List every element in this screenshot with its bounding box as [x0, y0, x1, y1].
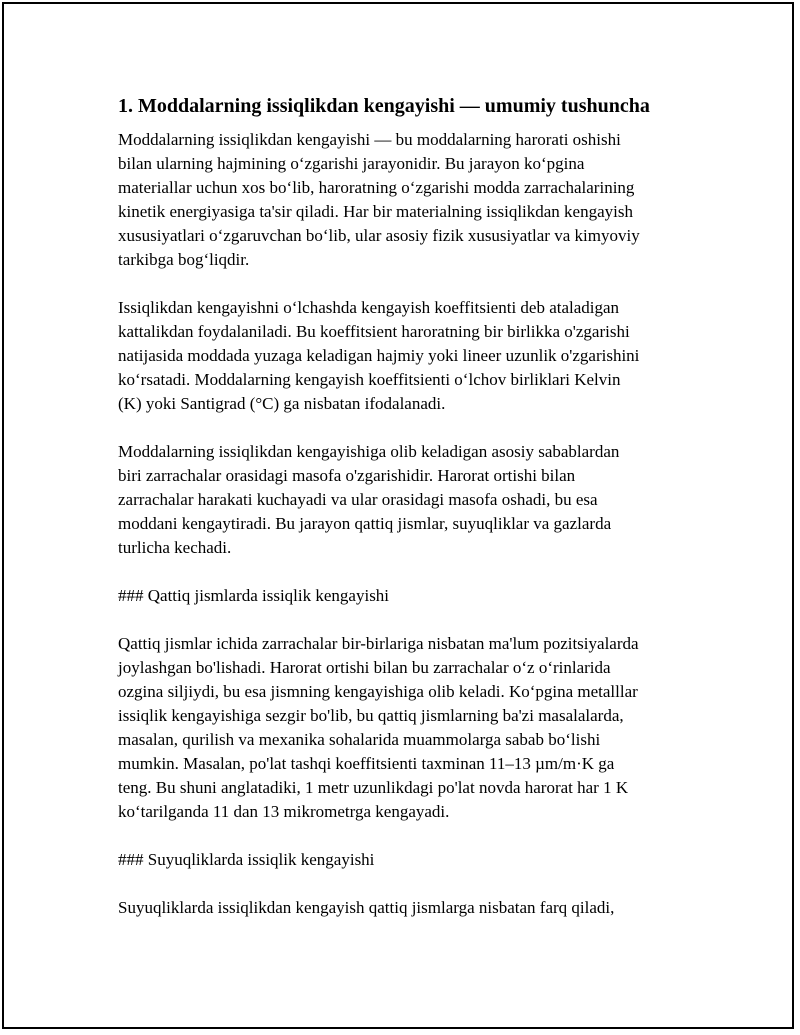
paragraph-line: biri zarrachalar orasidagi masofa o'zgarishidir. Harorat ortishi bilan — [118, 466, 576, 485]
paragraph-line: koʻtarilganda 11 dan 13 mikrometrga kengayadi. — [118, 802, 450, 821]
document-title: 1. Moddalarning issiqlikdan kengayishi — umumiy tushuncha — [118, 95, 650, 117]
paragraph-line: bilan ularning hajmining oʻzgarishi jarayonidir. Bu jarayon koʻpgina — [118, 154, 585, 173]
paragraph — [118, 632, 698, 824]
paragraph — [118, 440, 698, 560]
paragraph-line: mumkin. Masalan, po'lat tashqi koeffitsienti taxminan 11–13 µm/m·K ga — [118, 754, 615, 773]
paragraph-line: koʻrsatadi. Moddalarning kengayish koeffitsienti oʻlchov birliklari Kelvin — [118, 370, 621, 389]
paragraph-line: kattalikdan foydalaniladi. Bu koeffitsient haroratning bir birlikka o'zgarishi — [118, 322, 630, 341]
paragraph-line: tarkibga bogʻliqdir. — [118, 250, 250, 269]
paragraph-line: Moddalarning issiqlikdan kengayishiga olib keladigan asosiy sabablardan — [118, 442, 620, 461]
paragraph-line: joylashgan bo'lishadi. Harorat ortishi bilan bu zarrachalar oʻz oʻrinlarida — [118, 658, 611, 677]
paragraph — [118, 296, 698, 416]
section-subheading: ### Suyuqliklarda issiqlik kengayishi — [118, 850, 375, 869]
paragraph-line: ozgina siljiydi, bu esa jismning kengayishiga olib keladi. Koʻpgina metalllar — [118, 682, 638, 701]
paragraph-line: turlicha kechadi. — [118, 538, 232, 557]
paragraph-line: Suyuqliklarda issiqlikdan kengayish qattiq jismlarga nisbatan farq qiladi, — [118, 898, 615, 917]
paragraph-line: materiallar uchun xos boʻlib, haroratning oʻzgarishi modda zarrachalarining — [118, 178, 635, 197]
document-body — [118, 92, 698, 944]
paragraph-line: teng. Bu shuni anglatadiki, 1 metr uzunlikdagi po'lat novda harorat har 1 K — [118, 778, 629, 797]
paragraph — [118, 896, 698, 920]
paragraph-line: kinetik energiyasiga ta'sir qiladi. Har bir materialning issiqlikdan kengayish — [118, 202, 633, 221]
paragraph-line: xususiyatlari oʻzgaruvchan boʻlib, ular asosiy fizik xususiyatlar va kimyoviy — [118, 226, 640, 245]
paragraph-line: masalan, qurilish va mexanika sohalarida muammolarga sabab boʻlishi — [118, 730, 601, 749]
paragraph-line: (K) yoki Santigrad (°C) ga nisbatan ifodalanadi. — [118, 394, 446, 413]
paragraph-line: Issiqlikdan kengayishni oʻlchashda kengayish koeffitsienti deb ataladigan — [118, 298, 620, 317]
paragraph-line: issiqlik kengayishiga sezgir bo'lib, bu qattiq jismlarning ba'zi masalalarda, — [118, 706, 624, 725]
paragraph — [118, 128, 698, 272]
paragraph-line: zarrachalar harakati kuchayadi va ular orasidagi masofa oshadi, bu esa — [118, 490, 598, 509]
paragraph-line: Qattiq jismlar ichida zarrachalar bir-birlariga nisbatan ma'lum pozitsiyalarda — [118, 634, 639, 653]
paragraph-line: natijasida moddada yuzaga keladigan hajmiy yoki lineer uzunlik o'zgarishini — [118, 346, 640, 365]
section-subheading: ### Qattiq jismlarda issiqlik kengayishi — [118, 586, 390, 605]
paragraph-line: Moddalarning issiqlikdan kengayishi — bu moddalarning harorati oshishi — [118, 130, 621, 149]
paragraph-line: moddani kengaytiradi. Bu jarayon qattiq jismlar, suyuqliklar va gazlarda — [118, 514, 612, 533]
